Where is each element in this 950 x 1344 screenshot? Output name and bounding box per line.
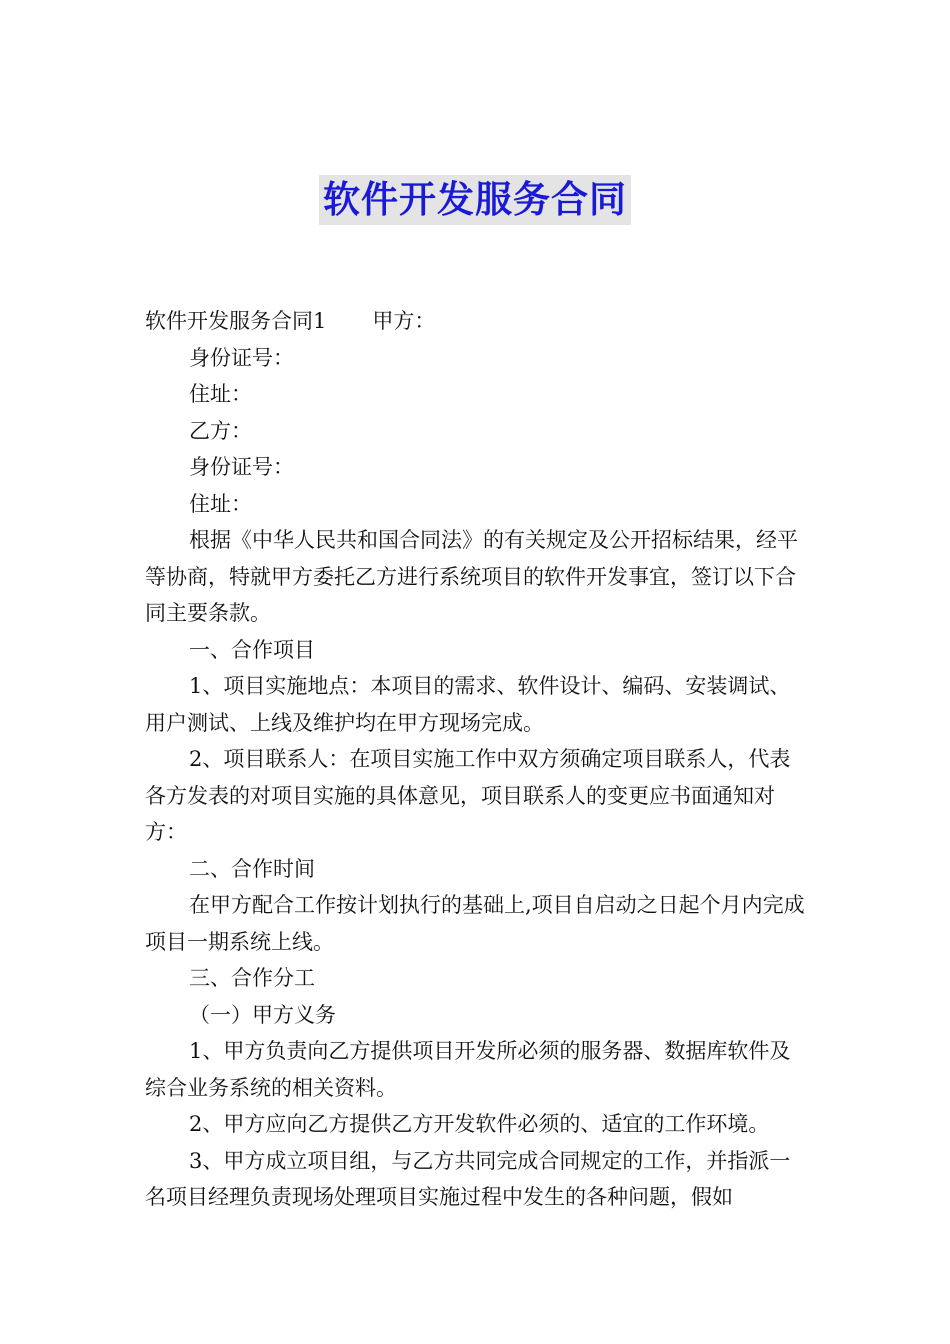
document-title: 软件开发服务合同 [319,175,631,225]
party-a-address-line: 住址： [189,382,252,406]
party-b-id-line: 身份证号： [189,455,294,479]
clause-cooperation-time: 在甲方配合工作按计划执行的基础上,项目自启动之日起个月内完成项目一期系统上线。 [145,893,805,954]
document-title-container [0,175,950,225]
clause-party-a-provide-resources: 1、甲方负责向乙方提供项目开发所必须的服务器、数据库软件及综合业务系统的相关资料。 [145,1039,791,1100]
clause-project-contact: 2、项目联系人：在项目实施工作中双方须确定项目联系人，代表各方发表的对项目实施的具体意见，项目联系人的变更应书面通知对方： [145,747,791,844]
clause-party-a-work-environment: 2、甲方应向乙方提供乙方开发软件必须的、适宜的工作环境。 [189,1112,770,1136]
intro-paragraph: 根据《中华人民共和国合同法》的有关规定及公开招标结果，经平等协商，特就甲方委托乙方进行系统项目的软件开发事宜，签订以下合同主要条款。 [145,528,798,625]
clause-party-a-project-team: 3、甲方成立项目组，与乙方共同完成合同规定的工作，并指派一名项目经理负责现场处理项目实施过程中发生的各种问题，假如 [145,1148,791,1209]
first-line [145,303,810,340]
section-heading-cooperation-time: 二、合作时间 [189,856,315,881]
party-b-line: 乙方： [189,418,252,443]
subsection-heading-party-a-obligations: （一）甲方义务 [189,1002,336,1027]
party-b-address-line: 住址： [189,491,252,516]
document-body [145,303,810,1216]
party-a-id-line: 身份证号： [189,345,294,370]
party-a-label: 甲方： [372,309,436,333]
clause-implementation-site: 1、项目实施地点：本项目的需求、软件设计、编码、安装调试、用户测试、上线及维护均在甲方现场完成。 [145,674,791,735]
section-heading-cooperation-project: 一、合作项目 [189,637,315,662]
section-heading-division-of-work: 三、合作分工 [189,966,315,990]
document-label: 软件开发服务合同1 [145,309,327,333]
